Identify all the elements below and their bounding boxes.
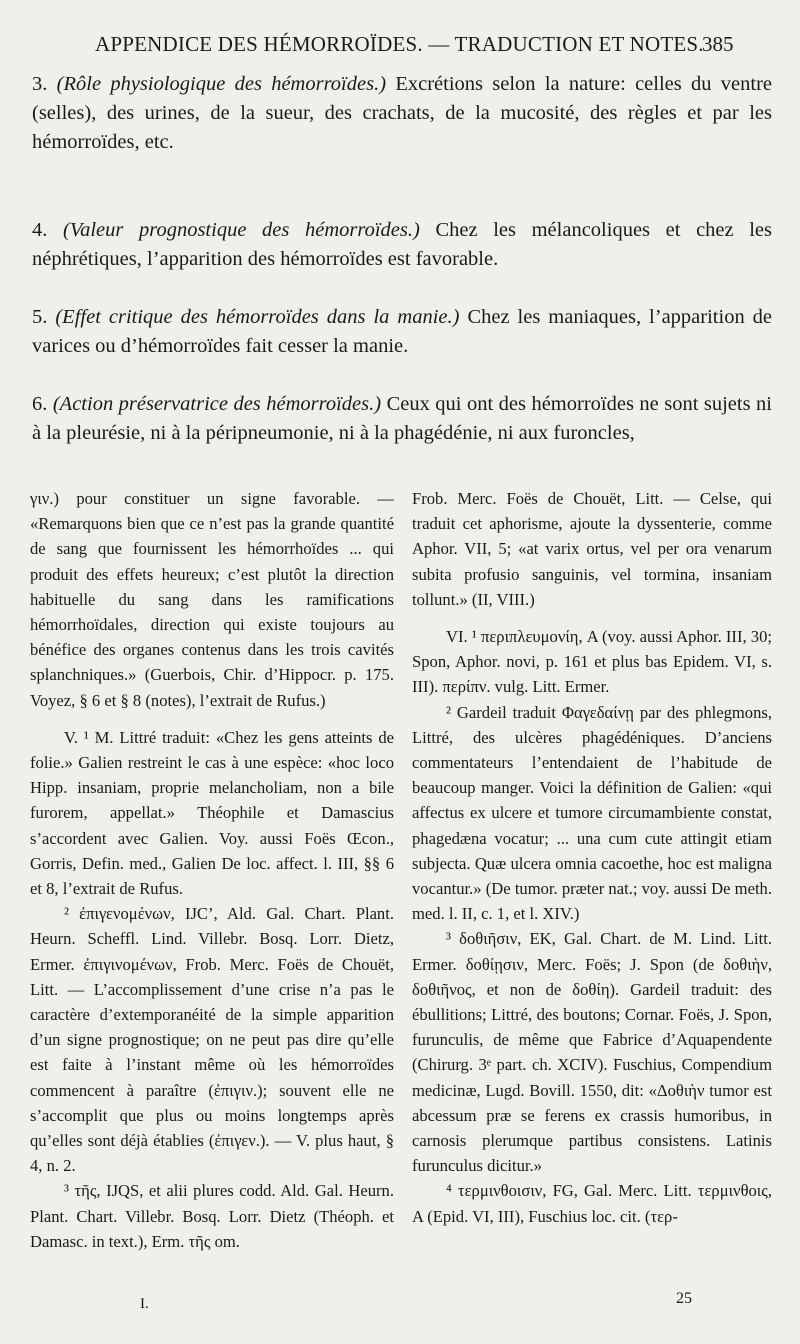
note-v2: ² ἐπιγενομένων, IJC’, Ald. Gal. Chart. Plant. Heurn. Scheffl. Lind. Villebr. Bosq. Lorr. Dietz, Ermer. ἐπιγινομένων, Frob. Merc. Foës de Chouët, Litt. — L’accomplissement d’une crise n’a pas le caractère d’extemporanéité de la simple apparition d’un signe prognostique; on ne peut pas dire qu’elle est faite à l’instant même où les hémorroïdes commencent à paraître (ἐπιγιν.); souvent elle ne s’accomplit que plus ou moins longtemps après qu’elles sont déjà établies (ἐπιγεν.). — V. plus haut, § 4, n. 2.	[30, 904, 394, 1176]
paragraph-number: 4.	[32, 219, 48, 241]
note-continued: γιν.) pour constituer un signe favorable. — «Remarquons bien que ce n’est pas la grande quantité de sang que fournissent les hémorrhoïdes ... qui produit des effets heureux; c’est plutôt la direction habituelle du sang dans les ramifications hémorrhoïdales, direction qui existe toujours au bénéfice des organes contenus dans les trois cavités splanchniques.» (Guerbois, Chir. d’Hippocr. p. 175. Voyez, § 6 et § 8 (notes), l’extrait de Rufus.)	[30, 489, 394, 710]
notes-left-column	[30, 486, 394, 1254]
running-header	[0, 28, 800, 64]
notes-right-column	[412, 486, 772, 1229]
header-title: APPENDICE DES HÉMORROÏDES. — TRADUCTION ET NOTES.	[95, 32, 704, 56]
note-v1: V. ¹ M. Littré traduit: «Chez les gens atteints de folie.» Galien restreint le cas à une espèce: «hoc loco Hipp. insaniam, proprie melancholiam, non a bile furorem, appellat.» Théophile et Damascius s’accordent avec Galien. Voy. aussi Foës Œcon., Gorris, Defin. med., Galien De loc. affect. l. III, §§ 6 et 8, l’extrait de Rufus.	[30, 727, 394, 899]
paragraph-heading: (Rôle physiologique des hémorroïdes.)	[56, 73, 387, 95]
paragraph-5	[32, 303, 772, 361]
paragraph-heading: (Effet critique des hémorroïdes dans la manie.)	[55, 306, 460, 328]
note-vi3: ³ δοθιῆσιν, EK, Gal. Chart. de M. Lind. Litt. Ermer. δοθίῃσιν, Merc. Foës; J. Spon (de δοθιὴν, δοθιῆνος, et non de δοθίη). Gardeil traduit: des ébullitions; Littré, des boutons; Cornar. Foës, J. Spon, furunculis, de même que Fabrice d’Aquapendente (Chirurg. 3ᵉ part. ch. XCIV). Fuschius, Compendium medicinæ, Lugd. Bovill. 1550, dit: «Δοθιὴν tumor est abcessum præ se ferens ex crassis humoribus, in carnosis plerumque partibus consistens. Latinis furunculus dicitur.»	[412, 929, 772, 1176]
paragraph-4	[32, 216, 772, 274]
note-vi2: ² Gardeil traduit Φαγεδαίνῃ par des phlegmons, Littré, des ulcères phagédéniques. D’anciens commentateurs l’entendaient de l’habitude de beaucoup manger. Voici la définition de Galien: «qui affectus ex ulcere et tumore circumambiente constat, phagedæna vocatur; ... una cum cute attingit etiam subjecta. Quæ ulcera omnia cacoethe, hoc est maligna vocantur.» (De tumor. præter nat.; voy. aussi De meth. med. l. II, c. 1, et l. XIV.)	[412, 702, 772, 924]
sheet-number: 25	[676, 1290, 692, 1307]
note-vi4: ⁴ τερμινθοισιν, FG, Gal. Merc. Litt. τερμινθοις, A (Epid. VI, III), Fuschius loc. cit. (τερ-	[412, 1181, 772, 1226]
paragraph-number: 6.	[32, 393, 48, 415]
note-vi1: VI. ¹ περιπλευμονίη, A (voy. aussi Aphor. III, 30; Spon, Aphor. novi, p. 161 et plus bas Epidem. VI, s. III). περίπν. vulg. Litt. Ermer.	[412, 627, 772, 697]
paragraph-heading: (Action préservatrice des hémorroïdes.)	[52, 393, 382, 415]
signature-mark: I.	[140, 1296, 149, 1312]
paragraph-3	[32, 70, 772, 157]
note-v3: ³ τῆς, IJQS, et alii plures codd. Ald. Gal. Heurn. Plant. Chart. Villebr. Bosq. Lorr. Dietz (Théoph. et Damasc. in text.), Erm. τῆς om.	[30, 1181, 394, 1251]
note-continued: Frob. Merc. Foës de Chouët, Litt. — Celse, qui traduit cet aphorisme, ajoute la dyssenterie, comme Aphor. VII, 5; «at varix ortus, vel per ora venarum subita profusio sanguinis, vel tormina, insaniam tollunt.» (II, VIII.)	[412, 489, 772, 609]
paragraph-6	[32, 390, 772, 448]
paragraph-text: Excrétions selon la nature: celles du ventre (selles), des urines, de la sueur, des crachats, de la mucosité, des règles et par les hémorroïdes, etc.	[32, 73, 773, 153]
paragraph-text: Chez les mélancoliques et chez les néphrétiques, l’apparition des hémorroïdes est favorable.	[32, 219, 773, 270]
paragraph-number: 3.	[32, 73, 48, 95]
paragraph-text: Chez les maniaques, l’apparition de varices ou d’hémorroïdes fait cesser la manie.	[32, 306, 773, 357]
paragraph-number: 5.	[32, 306, 48, 328]
paragraph-heading: (Valeur prognostique des hémorroïdes.)	[63, 219, 420, 241]
paragraph-text: Ceux qui ont des hémorroïdes ne sont sujets ni à la pleurésie, ni à la péripneumonie, ni à la phagédénie, ni aux furoncles,	[32, 393, 773, 444]
page-number: 385	[702, 32, 734, 56]
